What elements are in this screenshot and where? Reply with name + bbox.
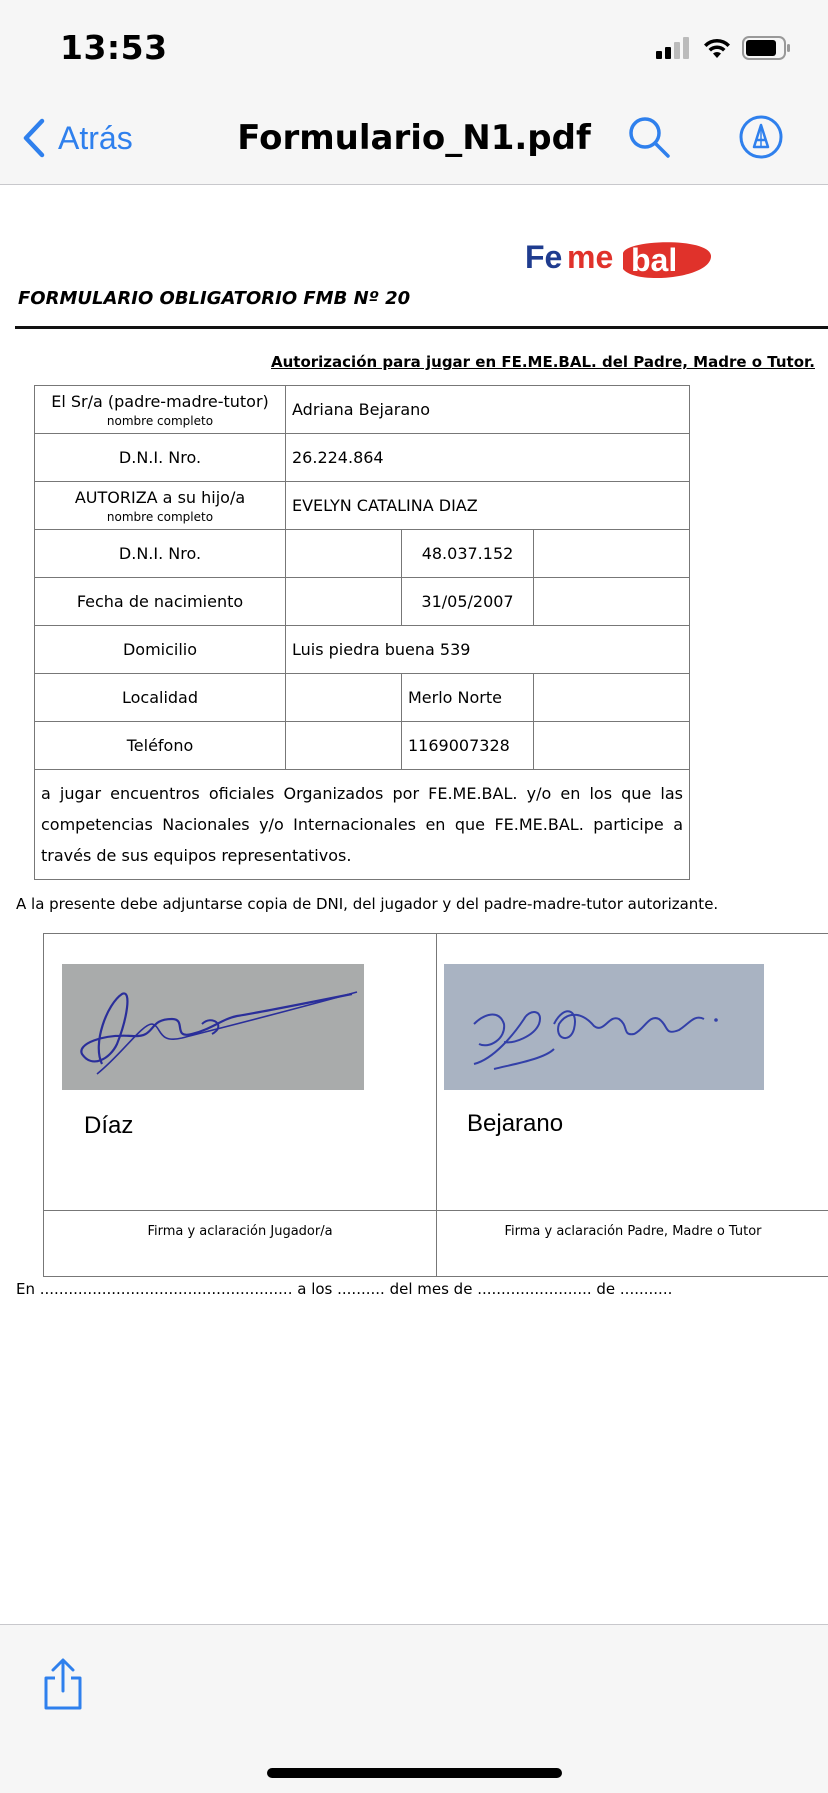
value-phone: 1169007328 (402, 722, 534, 770)
empty-cell (534, 530, 690, 578)
pdf-page[interactable] (0, 185, 828, 1623)
home-indicator[interactable] (267, 1768, 562, 1778)
value-dni-parent: 26.224.864 (286, 434, 690, 482)
empty-cell (286, 578, 402, 626)
label-dni-child: D.N.I. Nro. (35, 530, 286, 578)
femebal-logo (525, 235, 713, 285)
wifi-icon (702, 37, 732, 59)
table-row (35, 770, 690, 880)
parent-signature-scribble (444, 964, 764, 1090)
authorization-title: Autorización para jugar en FE.ME.BAL. del Padre, Madre o Tutor. (271, 353, 815, 371)
value-address: Luis piedra buena 539 (286, 626, 690, 674)
svg-text:me: me (567, 239, 614, 275)
empty-cell (286, 722, 402, 770)
player-signature-scribble (62, 964, 364, 1090)
table-cell (35, 386, 286, 434)
date-line: En ..................................................... a los .......... del mes de ........................ de ........... (16, 1280, 673, 1298)
label-phone: Teléfono (35, 722, 286, 770)
empty-cell (534, 578, 690, 626)
label-parent: El Sr/a (padre-madre-tutor) (51, 391, 269, 411)
status-icons (656, 36, 792, 60)
player-signature-name: Díaz (84, 1112, 134, 1139)
battery-icon (742, 36, 792, 60)
caption-separator (44, 1210, 828, 1211)
form-header: FORMULARIO OBLIGATORIO FMB Nº 20 (18, 288, 411, 309)
table-row (35, 578, 690, 626)
status-time: 13:53 (60, 28, 168, 67)
empty-cell (534, 722, 690, 770)
signature-box (43, 933, 828, 1277)
empty-cell (286, 530, 402, 578)
parent-signature-name: Bejarano (467, 1110, 564, 1137)
bottom-toolbar (0, 1624, 828, 1793)
share-icon (40, 1657, 86, 1711)
label-birthdate: Fecha de nacimiento (35, 578, 286, 626)
table-row (35, 674, 690, 722)
label-child: AUTORIZA a su hijo/a (74, 487, 246, 507)
search-button[interactable] (626, 114, 672, 165)
empty-cell (534, 674, 690, 722)
svg-text:Fe: Fe (525, 239, 563, 275)
table-row (35, 626, 690, 674)
table-row (35, 482, 690, 530)
empty-cell (286, 674, 402, 722)
authorization-paragraph: a jugar encuentros oficiales Organizados por FE.ME.BAL. y/o en los que las competencias Nacionales y/o Internacionales en que FE.ME.BAL. participe a través de sus equipos representativos. (35, 770, 690, 880)
table-row (35, 386, 690, 434)
value-locality: Merlo Norte (402, 674, 534, 722)
table-row (35, 434, 690, 482)
value-parent: Adriana Bejarano (286, 386, 690, 434)
label-locality: Localidad (35, 674, 286, 722)
label-dni-parent: D.N.I. Nro. (35, 434, 286, 482)
markup-button[interactable] (738, 114, 784, 165)
nav-bar (0, 94, 828, 185)
value-dni-child: 48.037.152 (402, 530, 534, 578)
femebal-logo-graphic (525, 235, 713, 285)
label-address: Domicilio (35, 626, 286, 674)
label-child-sub: nombre completo (106, 509, 214, 524)
svg-text:bal: bal (631, 242, 678, 278)
label-parent-sub: nombre completo (106, 413, 214, 428)
player-signature-image (62, 964, 364, 1090)
search-icon (626, 114, 672, 160)
value-birthdate: 31/05/2007 (402, 578, 534, 626)
parent-signature-caption: Firma y aclaración Padre, Madre o Tutor (504, 1224, 762, 1239)
parent-signature-image (444, 964, 764, 1090)
markup-pen-icon (738, 114, 784, 160)
table-cell (35, 482, 286, 530)
player-signature-caption: Firma y aclaración Jugador/a (147, 1224, 333, 1239)
share-button[interactable] (40, 1657, 86, 1716)
table-row (35, 722, 690, 770)
back-label: Atrás (58, 119, 133, 156)
signal-icon (656, 37, 692, 59)
attachment-note: A la presente debe adjuntarse copia de DNI, del jugador y del padre-madre-tutor autorizante. (16, 895, 719, 913)
status-bar (0, 0, 828, 94)
authorization-table (34, 385, 690, 880)
header-rule (15, 326, 828, 329)
value-child: EVELYN CATALINA DIAZ (286, 482, 690, 530)
document-title: Formulario_N1.pdf (237, 118, 591, 158)
table-row (35, 530, 690, 578)
